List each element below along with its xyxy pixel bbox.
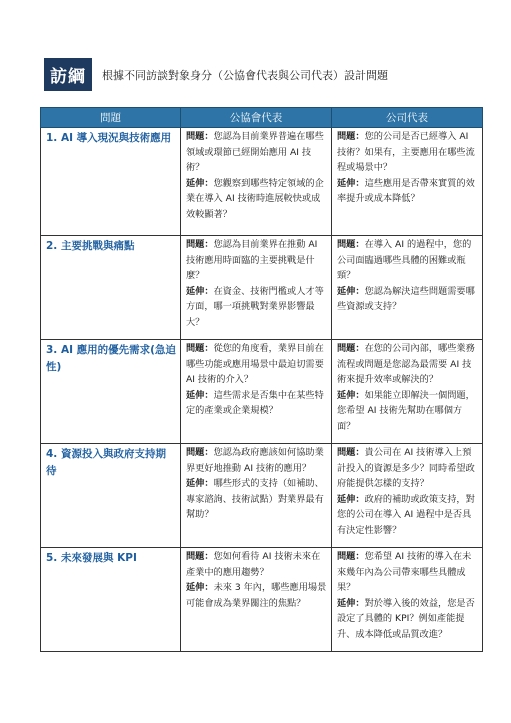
question-block bbox=[337, 237, 478, 284]
company-cell bbox=[332, 128, 483, 236]
followup-text: 如果能立即解決一個問題，您希望 AI 技術先幫助在哪個方面？ bbox=[337, 389, 475, 432]
question-label: 問題： bbox=[186, 343, 214, 354]
followup-block bbox=[186, 284, 327, 331]
followup-block bbox=[186, 476, 327, 523]
followup-label: 延伸： bbox=[337, 177, 365, 189]
question-block bbox=[337, 549, 478, 596]
followup-text: 您認為解決這些問題需要哪些資源或支持？ bbox=[337, 285, 475, 312]
topic-cell: 3. AI 應用的優先需求(急迫性) bbox=[41, 340, 181, 444]
table-row bbox=[41, 340, 483, 444]
followup-block bbox=[337, 388, 478, 435]
followup-text: 在資金、技術門檻或人才等方面，哪一項挑戰對業界影響最大？ bbox=[186, 285, 324, 328]
followup-text: 政府的補助或政策支持，對您的公司在導入 AI 過程中是否具有決定性影響？ bbox=[337, 493, 475, 536]
followup-label: 延伸： bbox=[186, 285, 214, 297]
column-header-question: 問題 bbox=[41, 108, 181, 128]
question-text: 您希望 AI 技術的導入在未來幾年內為公司帶來哪些具體成果？ bbox=[337, 551, 472, 593]
followup-label: 延伸： bbox=[337, 285, 365, 297]
followup-text: 哪些形式的支持（如補助、專家諮詢、技術試點）對業界最有幫助？ bbox=[186, 478, 324, 520]
question-text: 您的公司是否已經導入 AI 技術？如果有，主要應用在哪些流程或場景中？ bbox=[337, 131, 475, 173]
followup-block bbox=[337, 284, 478, 315]
question-label: 問題： bbox=[186, 551, 214, 562]
followup-block bbox=[337, 492, 478, 539]
followup-block bbox=[186, 388, 327, 419]
topic-cell: 4. 資源投入與政府支持期待 bbox=[41, 444, 181, 548]
question-text: 在導入 AI 的過程中，您的公司面臨過哪些具體的困難或瓶頸？ bbox=[337, 239, 472, 281]
topic-cell: 2. 主要挑戰與痛點 bbox=[41, 236, 181, 340]
question-text: 您認為政府應該如何協助業界更好地推動 AI 技術的應用？ bbox=[186, 447, 324, 474]
question-label: 問題： bbox=[186, 447, 214, 458]
followup-label: 延伸： bbox=[186, 478, 214, 489]
table-row bbox=[41, 236, 483, 340]
table-row bbox=[41, 444, 483, 548]
followup-block bbox=[337, 176, 478, 207]
association-cell bbox=[181, 444, 332, 548]
association-cell bbox=[181, 340, 332, 444]
question-label: 問題： bbox=[337, 343, 365, 354]
question-label: 問題： bbox=[337, 551, 365, 562]
table-row bbox=[41, 128, 483, 236]
question-block bbox=[337, 341, 478, 388]
followup-label: 延伸： bbox=[186, 389, 214, 401]
question-label: 問題： bbox=[186, 239, 214, 250]
question-text: 您認為目前業界普遍在哪些領域或環節已經開始應用 AI 技術？ bbox=[186, 131, 324, 173]
question-text: 從您的角度看，業界目前在哪些功能或應用場景中最迫切需要 AI 技術的介入？ bbox=[186, 343, 324, 385]
question-text: 貴公司在 AI 技術導入上預計投入的資源是多少？同時希望政府能提供怎樣的支持？ bbox=[337, 447, 475, 489]
topic-cell: 5. 未來發展與 KPI bbox=[41, 548, 181, 652]
question-label: 問題： bbox=[337, 239, 365, 250]
table-header-row bbox=[41, 108, 483, 128]
question-block bbox=[186, 445, 327, 476]
followup-block bbox=[186, 176, 327, 223]
interview-table bbox=[40, 107, 483, 652]
followup-text: 這些應用是否帶來實質的效率提升或成本降低？ bbox=[337, 177, 475, 204]
followup-label: 延伸： bbox=[337, 493, 365, 505]
question-label: 問題： bbox=[337, 131, 365, 142]
company-cell bbox=[332, 548, 483, 652]
followup-label: 延伸： bbox=[186, 177, 214, 189]
followup-text: 這些需求是否集中在某些特定的產業或企業規模？ bbox=[186, 389, 324, 416]
followup-label: 延伸： bbox=[337, 597, 365, 609]
question-text: 在您的公司內部，哪些業務流程或問題是您認為最需要 AI 技術來提升效率或解決的？ bbox=[337, 343, 475, 385]
company-cell bbox=[332, 444, 483, 548]
table-row bbox=[41, 548, 483, 652]
association-cell bbox=[181, 236, 332, 340]
question-block bbox=[186, 549, 327, 580]
question-block bbox=[337, 129, 478, 176]
question-block bbox=[186, 237, 327, 284]
question-text: 您認為目前業界在推動 AI 技術應用時面臨的主要挑戰是什麼？ bbox=[186, 239, 318, 281]
association-cell bbox=[181, 128, 332, 236]
followup-block bbox=[337, 596, 478, 643]
question-block bbox=[186, 341, 327, 388]
column-header-association: 公協會代表 bbox=[181, 108, 332, 128]
question-block bbox=[337, 445, 478, 492]
company-cell bbox=[332, 340, 483, 444]
section-badge: 訪綱 bbox=[44, 58, 92, 91]
association-cell bbox=[181, 548, 332, 652]
document-subtitle: 根據不同訪談對象身分（公協會代表與公司代表）設計問題 bbox=[102, 68, 388, 82]
followup-block bbox=[186, 580, 327, 611]
followup-label: 延伸： bbox=[186, 582, 214, 593]
followup-label: 延伸： bbox=[337, 389, 365, 401]
question-label: 問題： bbox=[337, 447, 365, 458]
followup-text: 未來 3 年內，哪些應用場景可能會成為業界關注的焦點？ bbox=[186, 582, 327, 609]
question-text: 您如何看待 AI 技術未來在產業中的應用趨勢？ bbox=[186, 551, 321, 578]
company-cell bbox=[332, 236, 483, 340]
question-label: 問題： bbox=[186, 131, 214, 142]
followup-text: 對於導入後的效益，您是否設定了具體的 KPI？例如產能提升、成本降低或品質改進？ bbox=[337, 597, 475, 640]
document-header bbox=[44, 58, 388, 91]
column-header-company: 公司代表 bbox=[332, 108, 483, 128]
question-block bbox=[186, 129, 327, 176]
topic-cell: 1. AI 導入現況與技術應用 bbox=[41, 128, 181, 236]
followup-text: 您觀察到哪些特定領域的企業在導入 AI 技術時進展較快或成效較顯著？ bbox=[186, 177, 324, 220]
